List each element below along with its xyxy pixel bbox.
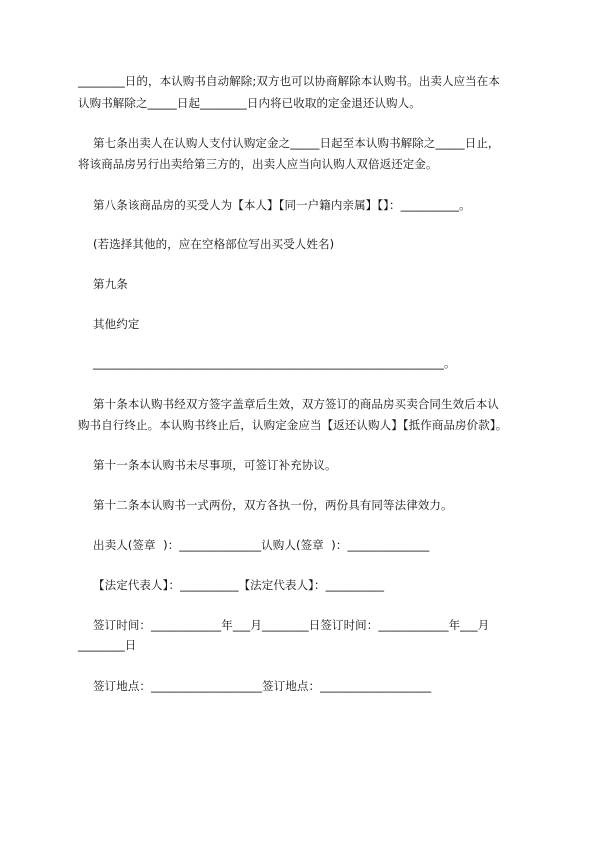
text-line-14: 出卖人(签章 )：______________认购人(签章 )：______________ xyxy=(78,538,430,552)
text-line-9: ____________________________________________________________。 xyxy=(78,356,456,370)
text-line-7: 第九条 xyxy=(78,277,128,291)
text-line-4: 将该商品房另行出卖给第三方的，出卖人应当向认购人双倍返还定金。 xyxy=(78,157,438,171)
text-line-18: 签订地点：___________________签订地点：___________________ xyxy=(78,679,432,693)
text-line-11: 购书自行终止。本认购书终止后，认购定金应当【返还认购人】【抵作商品房价款】。 xyxy=(78,418,508,432)
text-line-16: 签订时间：____________年___月________日签订时间：____________年___月 xyxy=(78,618,490,632)
text-line-3: 第七条出卖人在认购人支付认购定金之_____日起至本认购书解除之_____日止， xyxy=(78,136,500,150)
text-line-12: 第十一条本认购书未尽事项，可签订补充协议。 xyxy=(78,458,337,472)
text-line-17: ________日 xyxy=(78,638,137,652)
text-line-1: ________日的，本认购书自动解除;双方也可以协商解除本认购书。出卖人应当在本 xyxy=(78,74,500,88)
text-line-13: 第十二条本认购书一式两份，双方各执一份，两份具有同等法律效力。 xyxy=(78,498,453,512)
text-line-5: 第八条该商品房的买受人为【本人】【同一户籍内亲属】【】：__________。 xyxy=(78,198,471,212)
text-line-2: 认购书解除之_____日起________日内将已收取的定金退还认购人。 xyxy=(78,96,421,110)
text-line-6: (若选择其他的，应在空格部位写出买受人姓名) xyxy=(78,237,335,251)
text-line-10: 第十条本认购书经双方签字盖章后生效，双方签订的商品房买卖合同生效后本认 xyxy=(78,397,500,411)
text-line-8: 其他约定 xyxy=(78,317,140,331)
text-line-15: 【法定代表人】：__________【法定代表人】：__________ xyxy=(78,578,385,592)
